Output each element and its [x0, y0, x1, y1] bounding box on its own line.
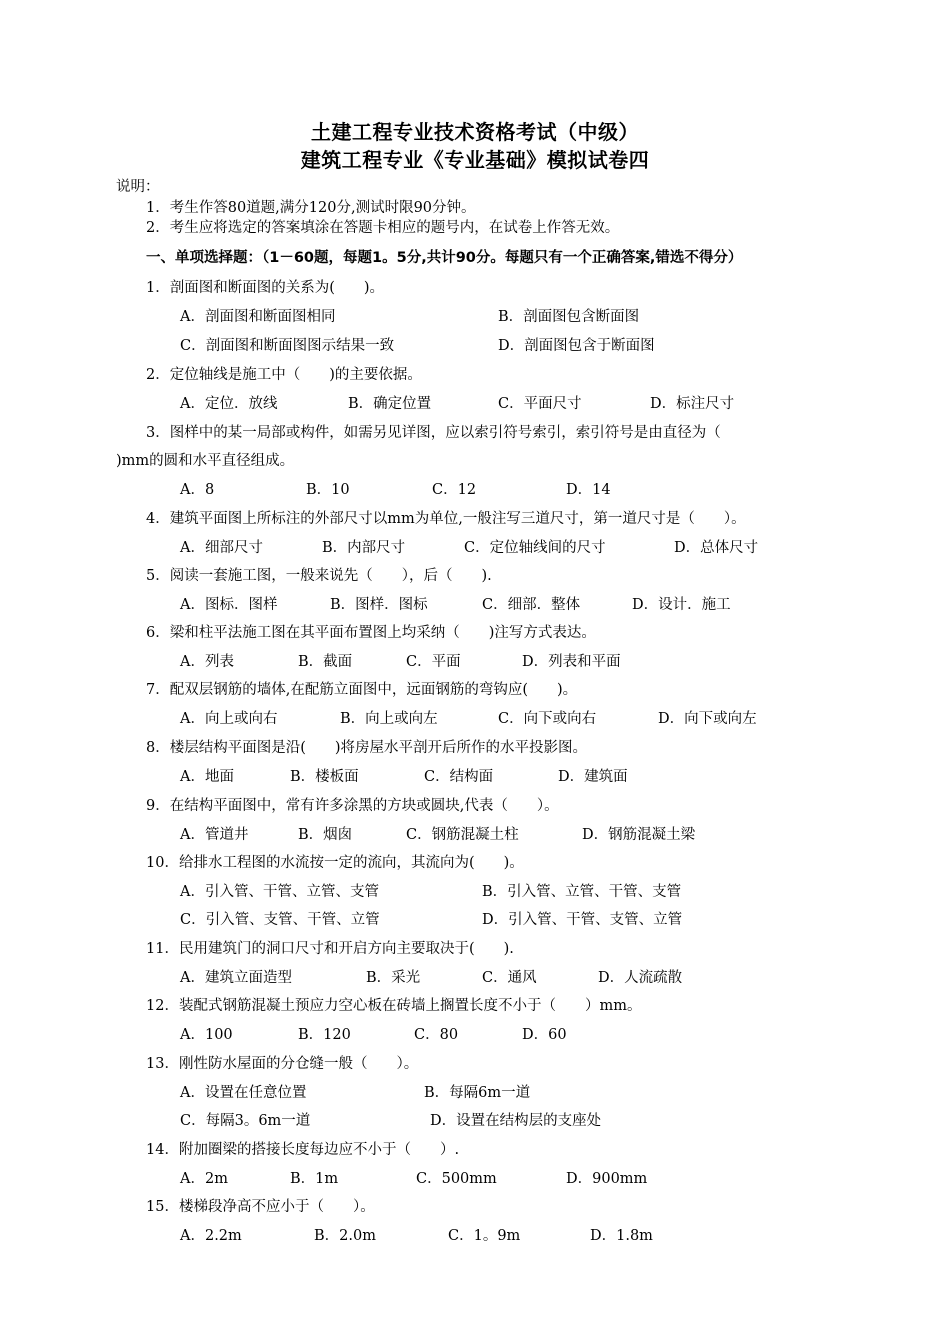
option-d: D．剖面图包含于断面图 [498, 338, 655, 354]
option-c: C．引入管、支管、干管、立管 [180, 912, 380, 928]
option-c: C．细部．整体 [482, 597, 581, 613]
option-b: B．内部尺寸 [322, 540, 406, 556]
option-d: D．人流疏散 [598, 970, 683, 986]
option-a: A．向上或向右 [180, 711, 278, 727]
option-d: D．设置在结构层的支座处 [430, 1113, 602, 1129]
option-b: B．2.0m [314, 1228, 376, 1244]
option-a: A．列表 [180, 654, 234, 670]
option-a: A．设置在任意位置 [180, 1085, 307, 1101]
option-d: D．建筑面 [558, 769, 628, 785]
option-d: D．900mm [566, 1171, 648, 1187]
option-b: B．截面 [298, 654, 353, 670]
title-line-2: 建筑工程专业《专业基础》模拟试卷四 [300, 148, 650, 172]
option-b: B．图样．图标 [330, 597, 428, 613]
option-c: C．钢筋混凝土柱 [406, 827, 519, 843]
option-d: D．60 [522, 1027, 567, 1043]
question-stem: 1．剖面图和断面图的关系为( )。 [146, 280, 385, 296]
option-d: D．向下或向左 [658, 711, 757, 727]
option-c: C．1。9m [448, 1228, 521, 1244]
option-b: B．采光 [366, 970, 421, 986]
option-c: C．12 [432, 482, 477, 498]
option-a: A．地面 [180, 769, 234, 785]
question-stem: 11．民用建筑门的洞口尺寸和开启方向主要取决于( ). [146, 941, 514, 957]
note-item-1: 1．考生作答80道题,满分120分,测试时限90分钟。 [146, 200, 476, 216]
question-stem: 10．给排水工程图的水流按一定的流向，其流向为( )。 [146, 855, 524, 871]
option-b: B．每隔6m一道 [424, 1085, 531, 1101]
question-stem: 7．配双层钢筋的墙体,在配筋立面图中，远面钢筋的弯钩应( )。 [146, 682, 578, 698]
option-c: C．500mm [416, 1171, 497, 1187]
question-stem: 14．附加圈梁的搭接长度每边应不小于（ ）. [146, 1142, 460, 1158]
option-c: C．定位轴线间的尺寸 [464, 540, 606, 556]
question-stem: 5．阅读一套施工图，一般来说先（ ），后（ ). [146, 568, 492, 584]
question-stem: 8．楼层结构平面图是沿( )将房屋水平剖开后所作的水平投影图。 [146, 740, 588, 756]
option-b: B．120 [298, 1027, 351, 1043]
option-b: B．烟囱 [298, 827, 353, 843]
option-a: A．100 [180, 1027, 233, 1043]
option-a: A．2.2m [180, 1228, 242, 1244]
option-b: B．1m [290, 1171, 339, 1187]
notes-label: 说明： [116, 179, 160, 195]
option-d: D．引入管、干管、支管、立管 [482, 912, 683, 928]
option-d: D．标注尺寸 [650, 396, 735, 412]
option-d: D．钢筋混凝土梁 [582, 827, 696, 843]
option-b: B．10 [306, 482, 350, 498]
title-line-1: 土建工程专业技术资格考试（中级） [311, 120, 639, 144]
option-b: B．剖面图包含断面图 [498, 309, 640, 325]
option-c: C．平面尺寸 [498, 396, 582, 412]
question-stem: 6．梁和柱平法施工图在其平面布置图上均采纳（ )注写方式表达。 [146, 625, 596, 641]
option-c: C．每隔3。6m一道 [180, 1113, 311, 1129]
option-a: A．引入管、干管、立管、支管 [180, 884, 379, 900]
option-a: A．2m [180, 1171, 228, 1187]
option-a: A．细部尺寸 [180, 540, 263, 556]
option-a: A．管道井 [180, 827, 249, 843]
option-a: A．剖面图和断面图相同 [180, 309, 336, 325]
option-b: B．向上或向左 [340, 711, 438, 727]
note-item-2: 2．考生应将选定的答案填涂在答题卡相应的题号内，在试卷上作答无效。 [146, 220, 620, 236]
option-a: A．图标．图样 [180, 597, 278, 613]
option-d: D．设计．施工 [632, 597, 731, 613]
option-b: B．楼板面 [290, 769, 359, 785]
option-d: D．1.8m [590, 1228, 653, 1244]
option-d: D．14 [566, 482, 611, 498]
question-stem: 12．装配式钢筋混凝土预应力空心板在砖墙上搁置长度不小于（ ）mm。 [146, 998, 642, 1014]
question-stem: 2．定位轴线是施工中（ )的主要依据。 [146, 367, 422, 383]
option-a: A．8 [180, 482, 215, 498]
option-c: C．向下或向右 [498, 711, 597, 727]
section-heading: 一、单项选择题：（1－60题，每题1。5分,共计90分。每题只有一个正确答案,错选不得分） [146, 250, 743, 266]
option-c: C．结构面 [424, 769, 494, 785]
option-c: C．平面 [406, 654, 461, 670]
question-stem: 15．楼梯段净高不应小于（ ）。 [146, 1199, 375, 1215]
option-d: D．总体尺寸 [674, 540, 759, 556]
option-c: C．剖面图和断面图图示结果一致 [180, 338, 395, 354]
option-c: C．通风 [482, 970, 537, 986]
option-b: B．引入管、立管、干管、支管 [482, 884, 682, 900]
question-stem: 4．建筑平面图上所标注的外部尺寸以mm为单位,一般注写三道尺寸，第一道尺寸是（ ）。 [146, 511, 746, 527]
option-c: C．80 [414, 1027, 459, 1043]
option-d: D．列表和平面 [522, 654, 621, 670]
question-stem-continued: )mm的圆和水平直径组成。 [116, 453, 295, 469]
option-a: A．建筑立面造型 [180, 970, 292, 986]
question-stem: 3．图样中的某一局部或构件，如需另见详图，应以索引符号索引，索引符号是由直径为（ [146, 425, 721, 441]
option-a: A．定位．放线 [180, 396, 278, 412]
option-b: B．确定位置 [348, 396, 432, 412]
question-stem: 13．刚性防水屋面的分仓缝一般（ ）。 [146, 1056, 419, 1072]
question-stem: 9．在结构平面图中，常有许多涂黑的方块或圆块,代表（ ）。 [146, 798, 559, 814]
